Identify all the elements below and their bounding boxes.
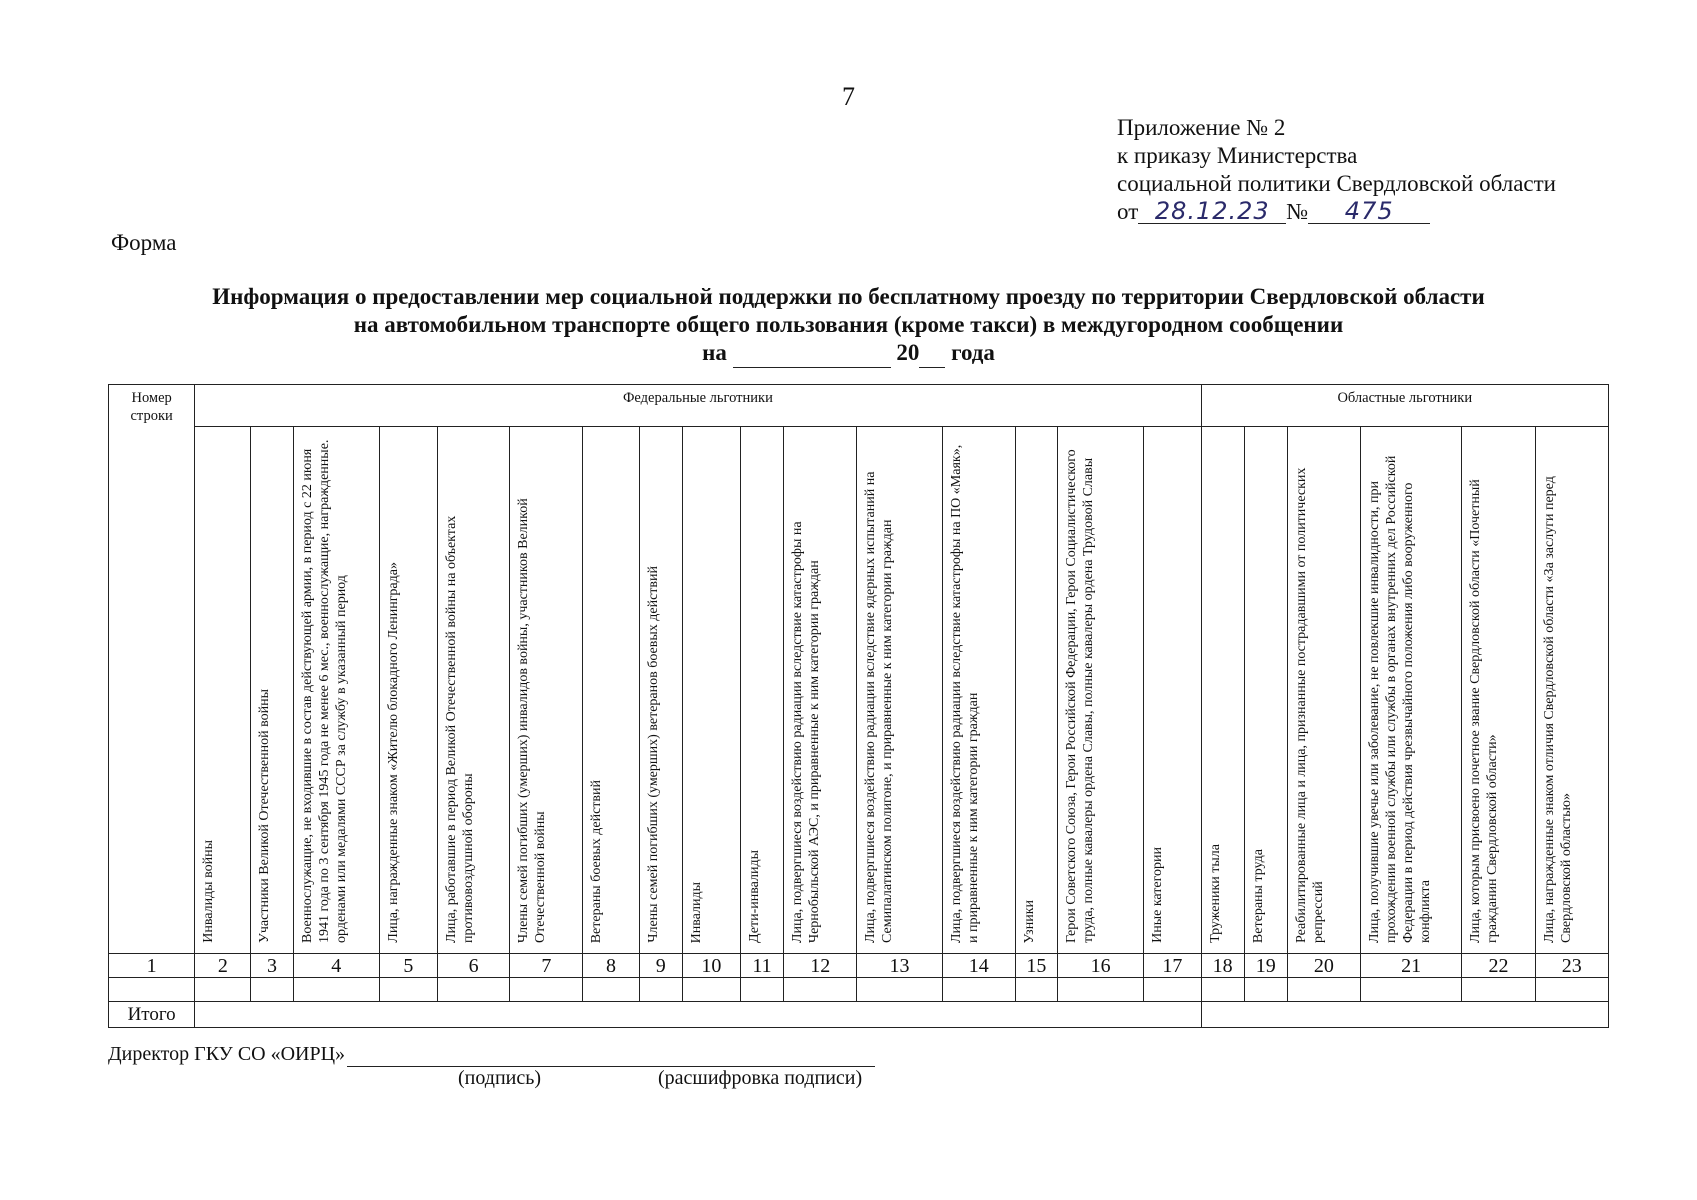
appendix-date-line [1117, 198, 1556, 226]
signature-caption: (подпись) [458, 1067, 542, 1089]
column-header-text: Лица, получившие увечье или заболевание, не повлекшие инвалидности, при прохождении военной службы или службы в органах внутренних дел Российской Федерации в период действия чрезвычайного положения либо вооруженного конфликта [1367, 455, 1434, 943]
column-header [1287, 427, 1360, 954]
column-number: 16 [1057, 954, 1143, 978]
column-header-text: Инвалиды войны [201, 840, 217, 943]
column-header [438, 427, 510, 954]
empty-cell[interactable] [195, 978, 251, 1002]
column-number: 22 [1462, 954, 1535, 978]
column-number: 23 [1535, 954, 1608, 978]
column-header [510, 427, 583, 954]
column-header [1462, 427, 1535, 954]
empty-cell[interactable] [251, 978, 293, 1002]
empty-cell[interactable] [293, 978, 379, 1002]
page-number: 7 [842, 82, 855, 111]
from-prefix: от [1117, 199, 1139, 224]
column-number: 14 [942, 954, 1015, 978]
column-header [1201, 427, 1244, 954]
column-number: 21 [1361, 954, 1462, 978]
number-sign: № [1286, 199, 1309, 224]
column-number: 9 [639, 954, 682, 978]
empty-cell[interactable] [1244, 978, 1287, 1002]
column-header [1057, 427, 1143, 954]
order-date: 28.12.23 [1138, 199, 1286, 224]
column-header [682, 427, 740, 954]
empty-cell[interactable] [682, 978, 740, 1002]
column-number: 10 [682, 954, 740, 978]
title-line-2: на автомобильном транспорте общего пользования (кроме такси) в междугородном сообщении [353, 312, 1344, 337]
column-header-text: Лица, которым присвоено почетное звание Свердловской области «Почетный гражданин Свердловской области» [1468, 479, 1501, 943]
title-year: 20 [896, 340, 920, 365]
column-header [293, 427, 379, 954]
empty-cell[interactable] [510, 978, 583, 1002]
column-number: 7 [510, 954, 583, 978]
column-header-text: Лица, работавшие в период Великой Отечественной войны на объектах противовоздушной обороны [444, 515, 477, 943]
director-title: Директор ГКУ СО «ОИРЦ» [108, 1043, 346, 1065]
column-header [583, 427, 639, 954]
total-regional-cell[interactable] [1201, 1002, 1608, 1028]
director-signature-line[interactable] [347, 1043, 875, 1067]
column-number: 12 [784, 954, 857, 978]
period-blank [733, 339, 891, 368]
column-number: 18 [1201, 954, 1244, 978]
total-row [109, 1002, 1609, 1028]
document-title [0, 283, 1697, 368]
order-number: 475 [1308, 199, 1430, 224]
appendix-ministry: социальной политики Свердловской области [1117, 171, 1556, 196]
column-header [740, 427, 783, 954]
appendix-title: Приложение № 2 [1117, 115, 1286, 140]
total-label: Итого [109, 1002, 195, 1028]
empty-cell[interactable] [379, 978, 437, 1002]
empty-cell[interactable] [1462, 978, 1535, 1002]
title-line-3 [0, 339, 1697, 368]
regional-header: Областные льготники [1201, 385, 1608, 427]
title-period-suffix: года [951, 340, 995, 365]
empty-cell[interactable] [942, 978, 1015, 1002]
column-header-text: Лица, награжденные знаком «Жителю блокадного Ленинграда» [385, 562, 401, 943]
column-number: 15 [1015, 954, 1057, 978]
column-number: 2 [195, 954, 251, 978]
column-number: 19 [1244, 954, 1287, 978]
column-header-text: Реабилитированные лица и лица, признанные пострадавшими от политических репрессий [1293, 467, 1326, 943]
empty-cell[interactable] [740, 978, 783, 1002]
empty-cell[interactable] [1057, 978, 1143, 1002]
empty-cell[interactable] [1361, 978, 1462, 1002]
total-federal-cell[interactable] [195, 1002, 1201, 1028]
column-header-text: Лица, награжденные знаком отличия Свердловской области «За заслуги перед Свердловской областью» [1541, 476, 1574, 943]
column-number: 17 [1144, 954, 1201, 978]
row-number-header: Номер строки [109, 385, 195, 954]
column-number: 3 [251, 954, 293, 978]
column-number: 4 [293, 954, 379, 978]
column-headers-row [109, 427, 1609, 954]
column-header-text: Члены семей погибших (умерших) инвалидов войны, участников Великой Отечественной войны [516, 498, 549, 943]
column-header [942, 427, 1015, 954]
year-blank [919, 339, 945, 368]
benefits-table [108, 384, 1609, 1028]
column-header [379, 427, 437, 954]
column-header-text: Труженики тыла [1207, 844, 1223, 943]
empty-cell[interactable] [639, 978, 682, 1002]
federal-header: Федеральные льготники [195, 385, 1201, 427]
signature-decoding-caption: (расшифровка подписи) [658, 1067, 863, 1089]
column-number: 11 [740, 954, 783, 978]
column-number: 20 [1287, 954, 1360, 978]
column-number: 6 [438, 954, 510, 978]
empty-cell[interactable] [109, 978, 195, 1002]
column-header-text: Герои Советского Союза, Герои Российской Федерации, Герои Социалистического труда, полные кавалеры ордена Славы, полные кавалеры ордена Трудовой Славы [1063, 449, 1096, 943]
column-header [639, 427, 682, 954]
form-label: Форма [111, 230, 177, 255]
column-header [1361, 427, 1462, 954]
column-header-text: Ветераны боевых действий [589, 779, 605, 943]
column-header-text: Лица, подвергшиеся воздействию радиации вследствие катастрофы на Чернобыльской АЭС, и приравненные к ним категории граждан [790, 521, 823, 943]
title-period-prefix: на [702, 340, 727, 365]
column-number: 8 [583, 954, 639, 978]
column-header-text: Члены семей погибших (умерших) ветеранов боевых действий [645, 566, 661, 943]
empty-cell[interactable] [1535, 978, 1608, 1002]
empty-cell[interactable] [1287, 978, 1360, 1002]
column-header-text: Узники [1021, 899, 1037, 943]
empty-cell[interactable] [1015, 978, 1057, 1002]
empty-cell[interactable] [1144, 978, 1201, 1002]
table-row [109, 978, 1609, 1002]
empty-cell[interactable] [583, 978, 639, 1002]
column-header-text: Лица, подвергшиеся воздействию радиации вследствие катастрофы на ПО «Маяк», и приравненные к ним категории граждан [948, 444, 981, 943]
appendix-order-ref: к приказу Министерства [1117, 143, 1358, 168]
column-header-text: Участники Великой Отечественной войны [257, 688, 273, 943]
appendix-block [1117, 114, 1556, 226]
empty-cell[interactable] [784, 978, 857, 1002]
column-header [251, 427, 293, 954]
column-header-text: Ветераны труда [1250, 848, 1266, 943]
column-header [195, 427, 251, 954]
director-line [108, 1043, 875, 1067]
column-header [1144, 427, 1201, 954]
column-header-text: Дети-инвалиды [746, 850, 762, 943]
column-header [1244, 427, 1287, 954]
column-number: 13 [857, 954, 942, 978]
column-numbers-row [109, 954, 1609, 978]
column-header-text: Инвалиды [688, 881, 704, 943]
title-line-1: Информация о предоставлении мер социальной поддержки по бесплатному проезду по территории Свердловской области [212, 284, 1485, 309]
empty-cell[interactable] [857, 978, 942, 1002]
column-header-text: Иные категории [1150, 847, 1166, 943]
column-number: 1 [109, 954, 195, 978]
column-header [1015, 427, 1057, 954]
column-header-text: Военнослужащие, не входившие в состав действующей армии, в период с 22 июня 1941 года по 3 сентября 1945 года не менее 6 мес., военнослужащие, награжденные. орденами или медалями СССР за службу в указанный период [299, 439, 349, 943]
column-number: 5 [379, 954, 437, 978]
empty-cell[interactable] [1201, 978, 1244, 1002]
column-header-text: Лица, подвергшиеся воздействию радиации вследствие ядерных испытаний на Семипалатинском полигоне, и приравненные к ним категории граждан [863, 471, 896, 943]
column-header [857, 427, 942, 954]
column-header [1535, 427, 1608, 954]
column-header [784, 427, 857, 954]
empty-cell[interactable] [438, 978, 510, 1002]
